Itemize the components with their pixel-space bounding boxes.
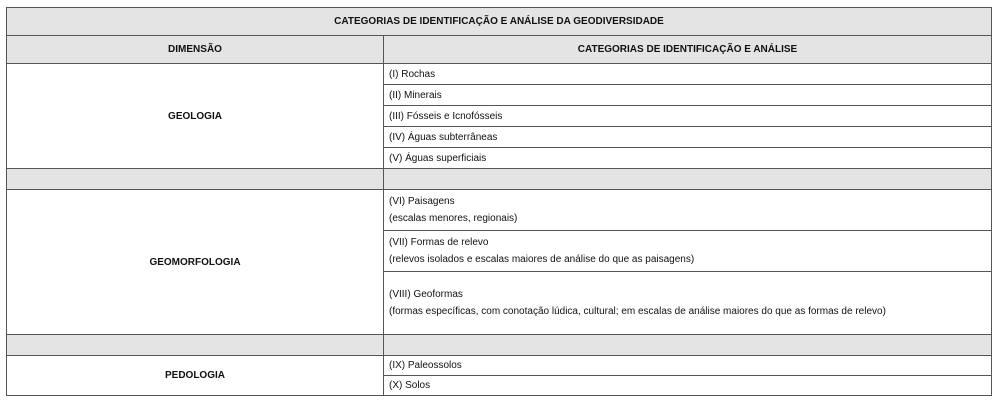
geodiversity-table-container	[6, 7, 991, 404]
category-note: (relevos isolados e escalas maiores de análise do que as paisagens)	[389, 254, 695, 265]
separator-row-right	[384, 169, 992, 190]
category-cell: (I) Rochas	[384, 64, 992, 85]
dimension-pedologia: PEDOLOGIA	[7, 356, 384, 396]
category-note: (formas específicas, com conotação lúdica, cultural; em escalas de análise maiores do que as formas de relevo)	[389, 306, 886, 317]
category-cell: (II) Minerais	[384, 85, 992, 106]
category-cell: (X) Solos	[384, 376, 992, 396]
category-label: (VIII) Geoformas	[389, 289, 463, 300]
separator-row-left	[7, 335, 384, 356]
category-cell	[384, 272, 992, 335]
column-header-dimension: DIMENSÃO	[7, 36, 384, 64]
category-cell: (IX) Paleossolos	[384, 356, 992, 376]
column-header-categories: CATEGORIAS DE IDENTIFICAÇÃO E ANÁLISE	[384, 36, 992, 64]
category-note: (escalas menores, regionais)	[389, 213, 518, 224]
category-cell	[384, 231, 992, 272]
category-cell	[384, 190, 992, 231]
category-cell: (IV) Águas subterrâneas	[384, 127, 992, 148]
geodiversity-table	[6, 7, 992, 396]
category-cell: (III) Fósseis e Icnofósseis	[384, 106, 992, 127]
table-title: CATEGORIAS DE IDENTIFICAÇÃO E ANÁLISE DA GEODIVERSIDADE	[7, 8, 992, 36]
dimension-geologia: GEOLOGIA	[7, 64, 384, 169]
separator-row-left	[7, 169, 384, 190]
category-label: (VI) Paisagens	[389, 196, 455, 207]
category-cell: (V) Águas superficiais	[384, 148, 992, 169]
category-label: (VII) Formas de relevo	[389, 237, 489, 248]
dimension-geomorfologia: GEOMORFOLOGIA	[7, 190, 384, 335]
separator-row-right	[384, 335, 992, 356]
